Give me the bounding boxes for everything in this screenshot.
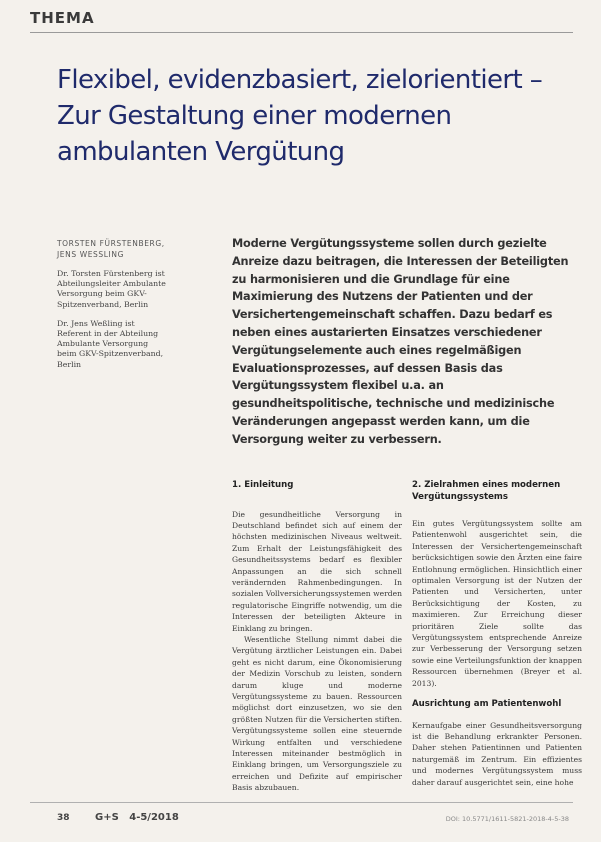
author-bio: Dr. Torsten Fürstenberg ist Abteilungsleiter Ambulante Versorgung beim GKV-Spitzenverband, Berlin: [57, 269, 166, 309]
section-heading: 1. Einleitung: [232, 480, 294, 490]
page-number: 38: [57, 813, 70, 823]
title-line: ambulanten Vergütung: [57, 137, 345, 167]
lead-paragraph: Moderne Vergütungssysteme sollen durch gezielte Anreize dazu beitragen, die Interessen der Beteiligten zu harmonisieren und die Grundlage für eine Maximierung des Nutzens der Patienten und der Versichertengemeinschaft schaffen. Dazu bedarf es neben eines austarierten Einsatzes verschiedener Vergütungselemente auch eines regelmäßigen Evaluationsprozesses, auf dessen Basis das Vergütungssystem flexibel u.a. an gesundheitspolitische, technische und medizinische Veränderungen angepasst werden kann, um die Versorgung weiter zu verbessern.: [232, 237, 569, 446]
bottom-divider: [30, 802, 573, 803]
top-divider: [30, 32, 573, 33]
section-heading: 2. Zielrahmen eines modernen Vergütungssystems: [412, 480, 561, 502]
author-bio: Dr. Jens Weßling ist Referent in der Abteilung Ambulante Versorgung beim GKV-Spitzenverband, Berlin: [57, 318, 164, 369]
author-name: TORSTEN FÜRSTENBERG,: [57, 239, 165, 248]
author-name: JENS WESSLING: [57, 250, 124, 259]
text-column-1: [232, 480, 402, 794]
section-label: THEMA: [30, 9, 95, 27]
title-line: Flexibel, evidenzbasiert, zielorientiert –: [57, 65, 543, 95]
article-title: [57, 62, 582, 170]
body-paragraph: Die gesundheitliche Versorgung in Deutschland befindet sich auf einem der höchsten medizinischen Niveaus weltweit. Zum Erhalt der Leistungsfähigkeit des Gesundheitssystems bedarf es flexibler Anpassungen an die sich schnell verändernden Rahmenbedingungen. In sozialen Vollversicherungssystemen werden regulatorische Eingriffe notwendig, um die Interessen der beteiligten Akteure in Einklang zu bringen.: [232, 509, 402, 633]
title-line: Zur Gestaltung einer modernen: [57, 101, 452, 131]
author-column: [57, 238, 167, 370]
body-paragraph: Wesentliche Stellung nimmt dabei die Vergütung ärztlicher Leistungen ein. Dabei geht es nicht darum, eine Ökonomisierung der Medizin Vorschub zu leisten, sondern darum kluge und moderne Vergütungssysteme zu bauen. Ressourcen möglichst dort einzusetzen, wo sie den größten Nutzen für die Versicherten stiften. Vergütungssysteme sollen eine steuernde Wirkung entfalten und verschiedene Interessen miteinander bestmöglich in Einklang bringen, um Versorgungsziele zu erreichen und Defizite auf empirischer Basis abzubauen.: [232, 634, 402, 793]
text-column-2: [412, 480, 582, 788]
journal-issue: G+S 4-5/2018: [95, 812, 179, 823]
body-paragraph: Kernaufgabe einer Gesundheitsversorgung ist die Behandlung erkrankter Personen. Daher stehen Patientinnen und Patienten naturgemäß im Zentrum. Ein effizientes und modernes Vergütungssystem muss daher darauf ausgerichtet sein, eine hohe: [412, 720, 582, 787]
subsection-heading: Ausrichtung am Patientenwohl: [412, 699, 562, 710]
body-paragraph: Ein gutes Vergütungssystem sollte am Patientenwohl ausgerichtet sein, die Interessen der Versichertengemeinschaft berücksichtigen sowie den Ärzten eine faire Entlohnung ermöglichen. Hinsichtlich einer optimalen Versorgung ist der Nutzen der Patienten und Versicherten, unter Berücksichtigung der Kosten, zu maximieren. Zur Erreichung dieser prioritären Ziele sollte das Vergütungssystem entsprechende Anreize zur Verbesserung der Versorgung setzen sowie eine Verteilungsfunktion der knappen Ressourcen übernehmen (Breyer et al. 2013).: [412, 519, 582, 688]
doi: DOI: 10.5771/1611-5821-2018-4-5-38: [445, 815, 569, 823]
author-names: [57, 238, 167, 260]
